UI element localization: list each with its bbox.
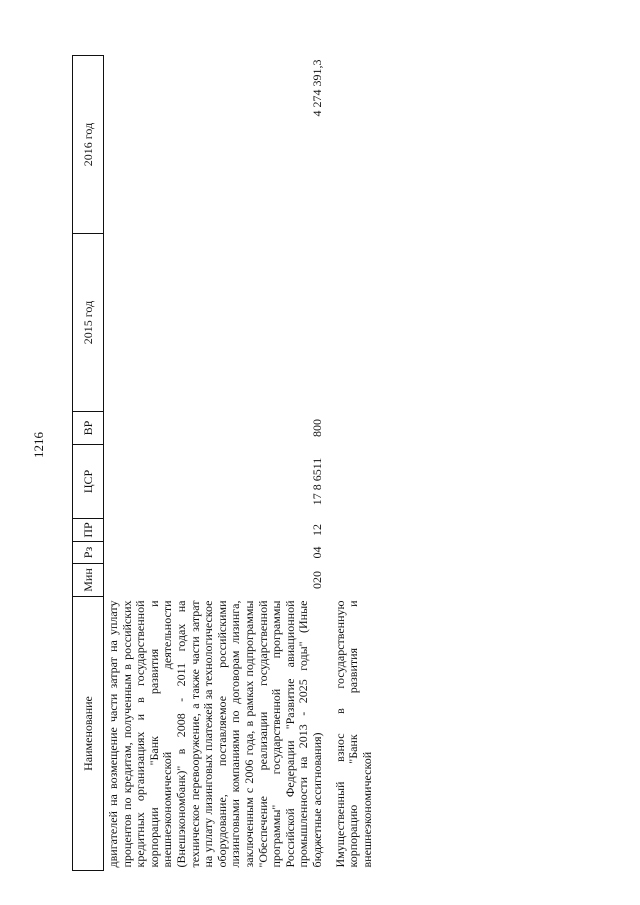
budget-table-page — [72, 56, 612, 871]
row-pr — [331, 519, 381, 542]
row-csr — [331, 445, 381, 519]
header-rz: Рз — [73, 542, 104, 564]
row-2015 — [331, 234, 381, 412]
row-pr: 12 — [309, 524, 324, 536]
row-min: 020 — [309, 571, 324, 589]
header-name: Наименование — [73, 597, 104, 871]
row-name: двигателей на возмещение части затрат на уплату процентов по кредитам, полученным в российских кредитных организациях и в государственной корпорации "Банк развития и внешнеэкономической деятельности (Внешэкономбанк)" в 2008 - 2011 годах на техническое перевооружение, а также части затрат на уплату лизинговых платежей за технологическое оборудование, поставляемое российскими лизинговыми компаниями по договорам лизинга, заключенным с 2006 года, в рамках подпрограммы "Обеспечение реализации государственной программы" государственной программы Российской Федерации "Развитие авиационной промышленности на 2013 - 2025 годы" (Иные бюджетные ассигнования) — [106, 600, 324, 868]
table-header-row — [73, 56, 104, 871]
header-2016: 2016 год — [73, 56, 104, 234]
row-min — [331, 564, 381, 597]
row-2016: 4 274 391,3 — [309, 59, 324, 117]
row-csr: 17 8 6511 — [309, 457, 324, 506]
row-rz: 04 — [309, 546, 324, 559]
row-name: Имущественный взнос в государственную корпорацию "Банк развития и внешнеэкономической — [332, 600, 374, 868]
row-2015 — [104, 234, 331, 412]
header-vr: ВР — [73, 412, 104, 445]
table-row — [104, 56, 331, 871]
page-number: 1216 — [31, 432, 46, 458]
budget-table — [72, 55, 380, 871]
row-rz — [331, 542, 381, 564]
row-2016 — [331, 56, 381, 234]
header-min: Мин — [73, 564, 104, 597]
header-pr: ПР — [73, 519, 104, 542]
row-vr: 800 — [309, 419, 324, 437]
row-vr — [331, 412, 381, 445]
header-2015: 2015 год — [73, 234, 104, 412]
table-row — [331, 56, 381, 871]
header-csr: ЦСР — [73, 445, 104, 519]
